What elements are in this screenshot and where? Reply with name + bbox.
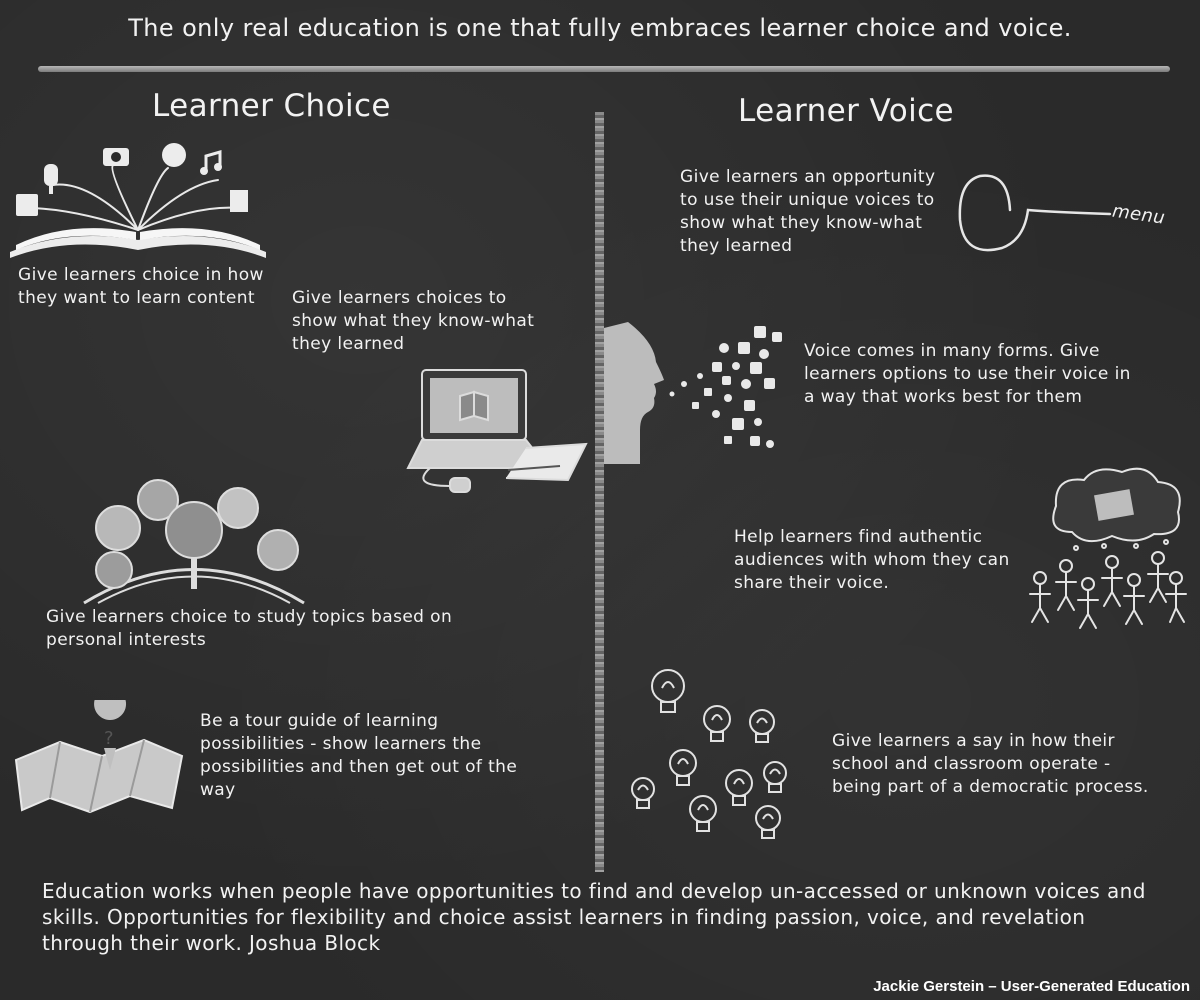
page-title: The only real education is one that fully embraces learner choice and voice. bbox=[128, 14, 1072, 42]
learner-voice-heading: Learner Voice bbox=[738, 93, 955, 129]
lightbulbs-icon bbox=[628, 664, 806, 852]
laptop-icon bbox=[400, 368, 592, 500]
learner-choice-heading: Learner Choice bbox=[152, 88, 391, 124]
voice-say-text: Give learners a say in how their school and classroom operate - being part of a democratic process. bbox=[832, 731, 1149, 797]
column-divider bbox=[595, 112, 604, 872]
svg-text:?: ? bbox=[104, 728, 114, 749]
joshua-block-quote: Education works when people have opportunities to find and develop un-accessed or unknown voices and skills. Opportunities for flexibility and choice assist learners in finding passion, voice, and revelation through their work. Joshua Block bbox=[42, 879, 1146, 955]
book-media-icon bbox=[8, 140, 270, 262]
author-credit: Jackie Gerstein – User-Generated Education bbox=[873, 978, 1190, 995]
map-pin-icon bbox=[12, 700, 187, 818]
title-divider bbox=[38, 66, 1170, 72]
voice-audiences-text: Help learners find authentic audiences with whom they can share their voice. bbox=[734, 527, 1010, 593]
voice-forms-text: Voice comes in many forms. Give learners options to use their voice in a way that works best for them bbox=[804, 341, 1131, 407]
choice-show-text: Give learners choices to show what they know-what they learned bbox=[292, 288, 535, 354]
speaking-head-icon bbox=[604, 318, 800, 468]
menu-label: menu bbox=[1110, 200, 1167, 229]
choice-content-text: Give learners choice in how they want to learn content bbox=[18, 265, 264, 308]
crowd-icon bbox=[1026, 462, 1194, 638]
spiral-menu-icon bbox=[950, 162, 1120, 262]
choice-guide-text: Be a tour guide of learning possibilities - show learners the possibilities and then get out of the way bbox=[200, 711, 518, 800]
voice-unique-text: Give learners an opportunity to use their unique voices to show what they know-what they learned bbox=[680, 167, 936, 256]
choice-topics-text: Give learners choice to study topics based on personal interests bbox=[46, 607, 453, 650]
interest-circles-icon bbox=[78, 478, 310, 608]
